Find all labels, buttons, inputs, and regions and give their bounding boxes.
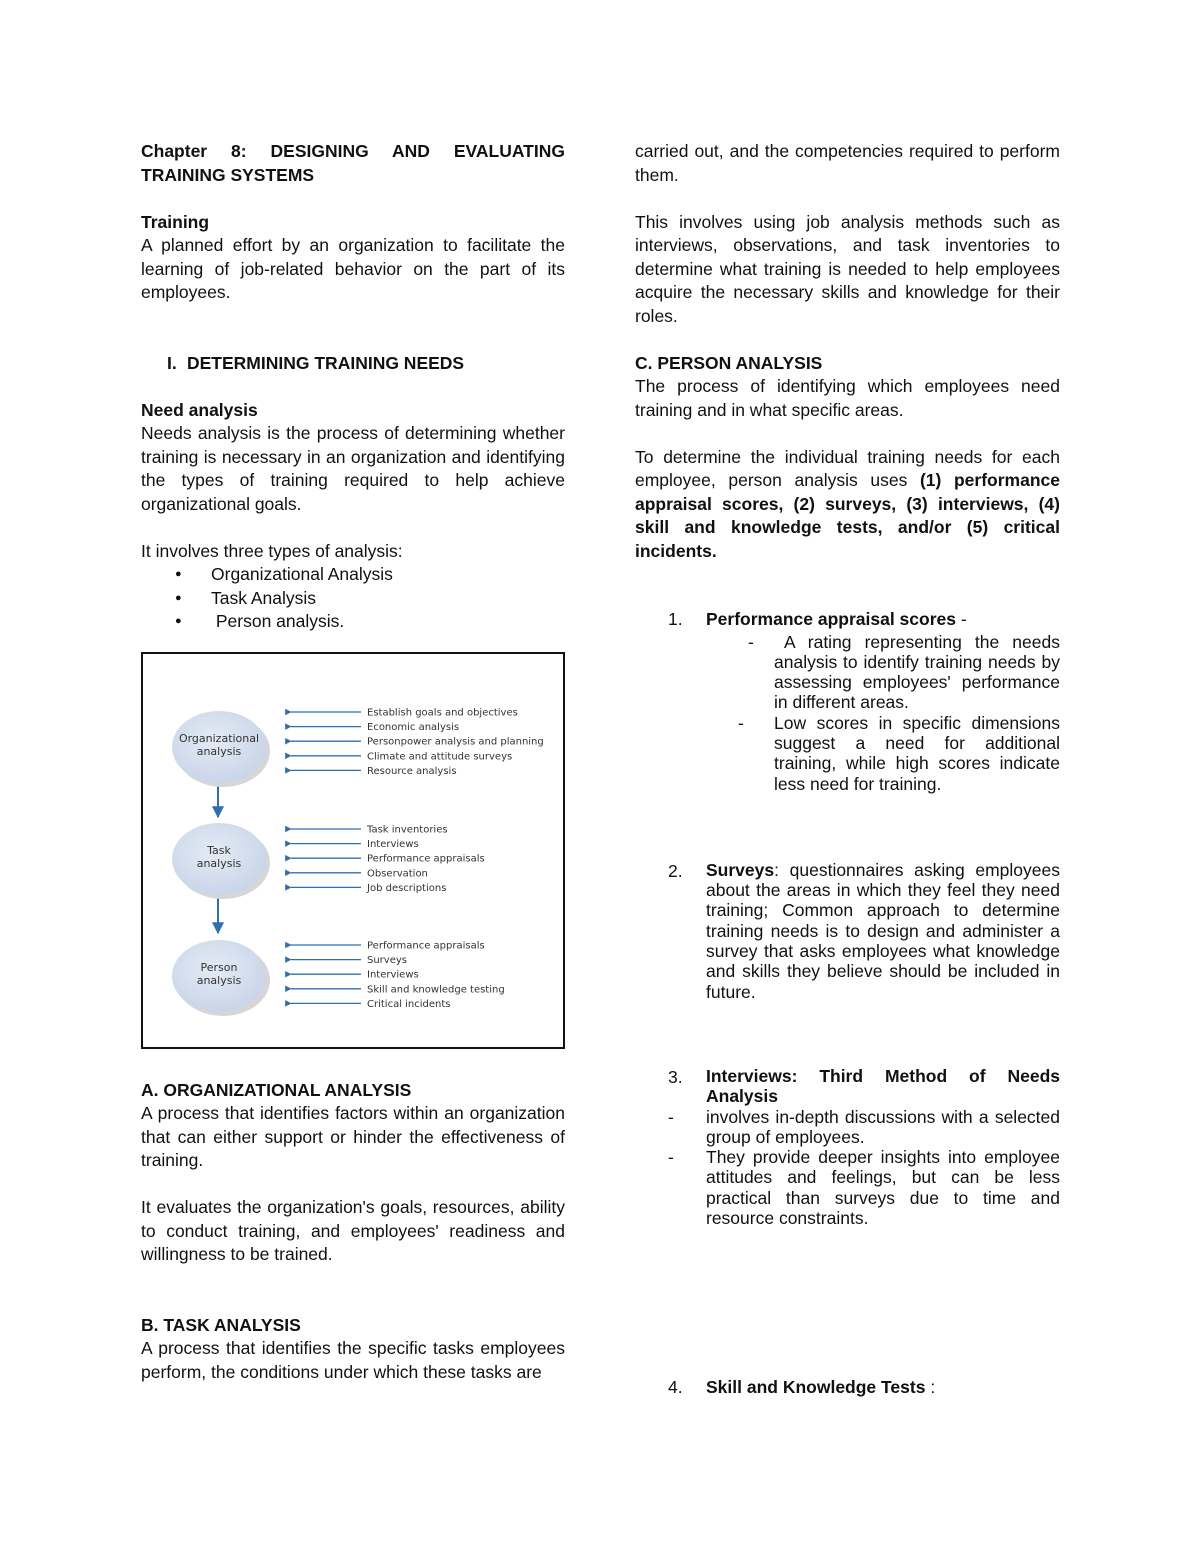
org-analysis-p2: It evaluates the organization's goals, resources, ability to conduct training, and employees' readiness and willingness to be trained. (141, 1197, 565, 1264)
method-label: Interviews (367, 969, 419, 981)
chapter-title: Chapter 8: DESIGNING AND EVALUATING TRAINING SYSTEMS (141, 141, 565, 185)
method-label: Economic analysis (367, 721, 460, 733)
item-text: : questionnaires asking employees about the areas in which they feel they need training; Common approach to determine training needs is to design and administer a survey that asks employees what knowledge and skills they believe should be included in future. (706, 859, 1060, 1002)
section-heading (141, 352, 565, 376)
person-analysis-heading: C. PERSON ANALYSIS (635, 352, 823, 373)
analysis-types-intro: It involves three types of analysis: (141, 540, 403, 561)
item-number: 3. (668, 1066, 683, 1087)
item-title: Interviews: Third Method of Needs Analysis (706, 1065, 1060, 1107)
numbered-item-2 (668, 860, 1060, 1002)
method-label: Performance appraisals (367, 940, 485, 951)
method-label: Resource analysis (367, 765, 457, 777)
item-suffix: - (956, 609, 967, 629)
node-label: analysis (196, 744, 242, 758)
node-label: analysis (196, 856, 242, 870)
node-label: Person (200, 960, 238, 974)
item3-dash-list (668, 1107, 1060, 1229)
numbered-item-1 (668, 608, 1060, 794)
method-label: Personpower analysis and planning (367, 736, 544, 748)
method-label: Performance appraisals (367, 853, 485, 865)
task-analysis-cont2: This involves using job analysis methods such as interviews, observations, and task inventories to determine what training is needed to help employees acquire the necessary skills and knowledge for their roles. (635, 211, 1060, 326)
method-label: Interviews (367, 838, 419, 850)
need-analysis-heading: Need analysis (141, 399, 258, 420)
item-number: 1. (668, 609, 683, 629)
list-item: - involves in-depth discussions with a selected group of employees. (668, 1107, 1060, 1148)
person-analysis-methods: (1) performance appraisal scores, (2) surveys, (3) interviews, (4) skill and knowledge tests, and/or (5) critical incidents. (635, 470, 1060, 561)
method-label: Skill and knowledge testing (367, 983, 505, 995)
needs-analysis-diagram (143, 654, 563, 1047)
training-heading: Training (141, 211, 210, 232)
section-title: DETERMINING TRAINING NEEDS (187, 352, 465, 373)
organizational-analysis-node (172, 711, 270, 787)
person-analysis-node (172, 940, 270, 1016)
task-analysis-p1: A process that identifies the specific tasks employees perform, the conditions under which these tasks are (141, 1338, 565, 1382)
org-analysis-p1: A process that identifies factors within an organization that can either support or hinder the effectiveness of training. (141, 1103, 565, 1170)
method-label: Critical incidents (367, 998, 451, 1010)
task-analysis-node (172, 823, 270, 899)
analysis-types-list (175, 563, 565, 634)
list-item: ● Organizational Analysis (175, 563, 565, 587)
person-analysis-p1: The process of identifying which employees need training and in what specific areas. (635, 376, 1060, 420)
numbered-item-4 (668, 1376, 1060, 1400)
list-item: ● Task Analysis (175, 587, 565, 611)
list-item: - A rating representing the needs analysis to identify training needs by assessing employees' performance in different areas. (738, 632, 1060, 713)
list-item: ● Person analysis. (175, 610, 565, 634)
item1-dash-list (738, 632, 1060, 794)
item-number: 2. (668, 860, 683, 881)
task-analysis-heading: B. TASK ANALYSIS (141, 1314, 301, 1335)
node-label: analysis (196, 973, 242, 987)
left-column (141, 140, 565, 1384)
training-definition: A planned effort by an organization to facilitate the learning of job-related behavior on the part of its employees. (141, 235, 565, 302)
person-analysis-p2 (635, 446, 1060, 564)
need-analysis-definition: Needs analysis is the process of determining whether training is necessary in an organization and identifying the types of training required to help achieve organizational goals. (141, 423, 565, 514)
item-suffix: : (925, 1377, 936, 1398)
node-label: Organizational (178, 731, 260, 745)
node-label: Task (207, 843, 231, 857)
org-analysis-heading: A. ORGANIZATIONAL ANALYSIS (141, 1079, 412, 1100)
method-label: Climate and attitude surveys (367, 750, 513, 762)
task-analysis-cont1: carried out, and the competencies required to perform them. (635, 141, 1060, 185)
list-item: - Low scores in specific dimensions suggest a need for additional training, while high scores indicate less need for training. (738, 713, 1060, 794)
needs-analysis-figure (141, 652, 565, 1049)
method-label: Establish goals and objectives (367, 707, 518, 718)
right-column (635, 140, 1060, 1400)
numbered-item-3 (668, 1066, 1060, 1107)
item-title: Skill and Knowledge Tests (706, 1377, 926, 1398)
method-arrow-groups (291, 707, 544, 1009)
method-label: Surveys (367, 954, 407, 966)
item-number: 4. (668, 1377, 683, 1398)
section-number: I. (167, 352, 177, 373)
method-label: Observation (367, 867, 428, 879)
method-label: Job descriptions (367, 882, 447, 894)
list-item: - They provide deeper insights into employee attitudes and feelings, but can be less practical than surveys due to time and resource constraints. (668, 1147, 1060, 1228)
item-title: Performance appraisal scores (706, 609, 956, 629)
method-label: Task inventories (367, 824, 448, 835)
item-title: Surveys (706, 859, 775, 880)
person-analysis-p2-lead: To determine the individual training needs for each employee, person analysis uses (635, 446, 1060, 490)
